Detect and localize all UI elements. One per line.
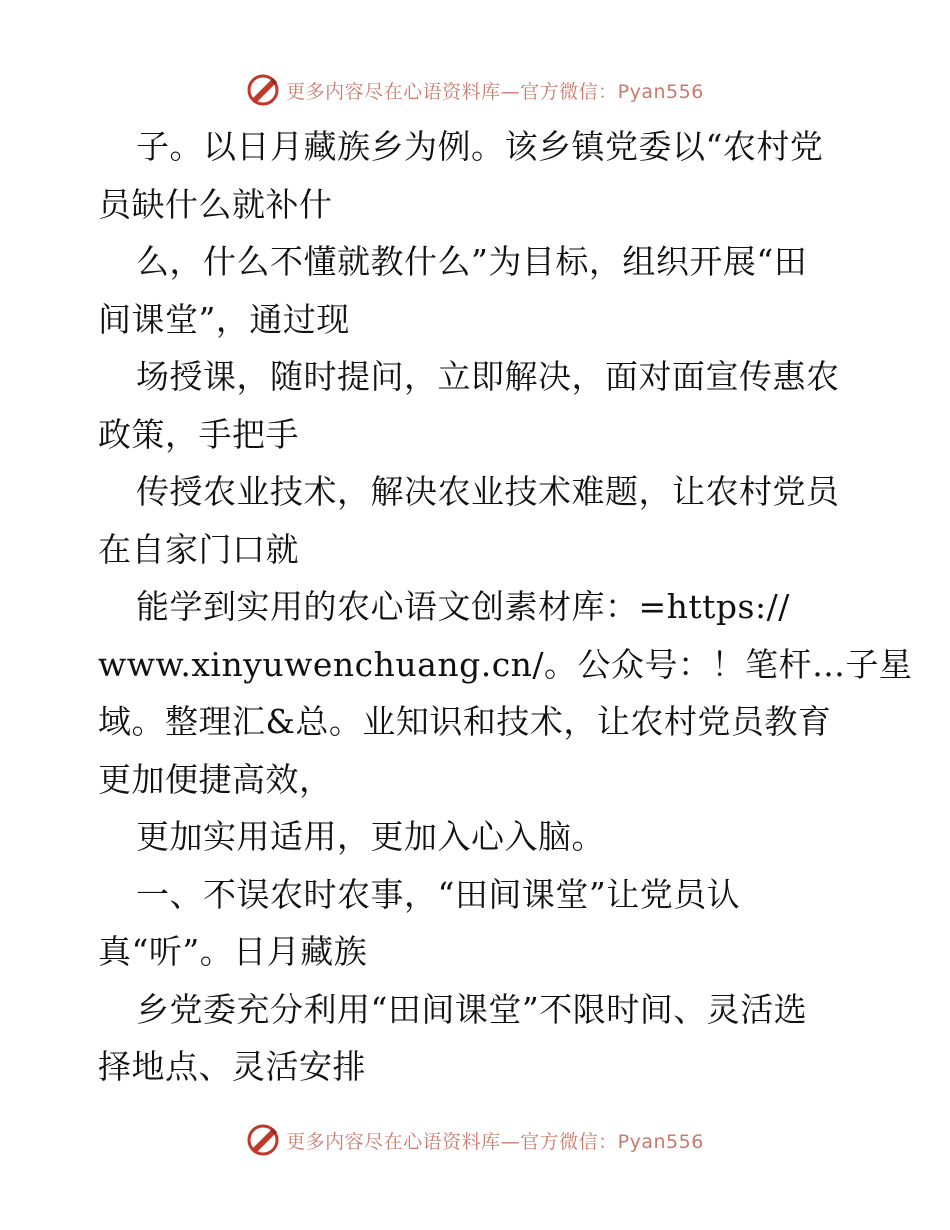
footer-banner-text: 更多内容尽在心语资料库—官方微信：Pyan556: [286, 1130, 704, 1153]
footer-banner: [0, 1120, 950, 1160]
text-line: 能学到实用的农心语文创素材库：=https://: [136, 587, 790, 626]
header-banner-text: 更多内容尽在心语资料库—官方微信：Pyan556: [286, 80, 704, 103]
text-line: 择地点、灵活安排: [98, 1047, 366, 1086]
text-line: 传授农业技术，解决农业技术难题，让农村党员: [136, 472, 840, 511]
text-line: 真“听”。日月藏族: [98, 932, 368, 971]
header-banner: [0, 70, 950, 110]
text-line: 域。整理汇&总。业知识和技术，让农村党员教育: [98, 702, 832, 741]
text-line: 子。以日月藏族乡为例。该乡镇党委以“农村党: [136, 127, 824, 166]
text-line: 间课堂”，通过现: [98, 299, 350, 339]
text-line: 更加实用适用，更加入心入脑。: [136, 817, 605, 856]
text-line: 么，什么不懂就教什么”为目标，组织开展“田: [136, 242, 808, 281]
pen-logo-icon: [246, 1123, 280, 1157]
text-line: 更加便捷高效，: [98, 759, 333, 799]
text-line: 场授课，随时提问，立即解决，面对面宣传惠农: [136, 357, 840, 396]
text-line: 一、不误农时农事，“田间课堂”让党员认: [136, 874, 741, 914]
text-line: 乡党委充分利用“田间课堂”不限时间、灵活选: [136, 989, 808, 1029]
text-line: 在自家门口就: [98, 529, 299, 569]
document-body: [98, 118, 913, 1096]
text-line: 员缺什么就补什: [98, 184, 333, 224]
text-line: www.xinyuwenchuang.cn/。公众号：！笔杆…子星: [98, 644, 913, 684]
pen-logo-icon: [246, 73, 280, 107]
text-line: 政策，手把手: [98, 414, 299, 454]
